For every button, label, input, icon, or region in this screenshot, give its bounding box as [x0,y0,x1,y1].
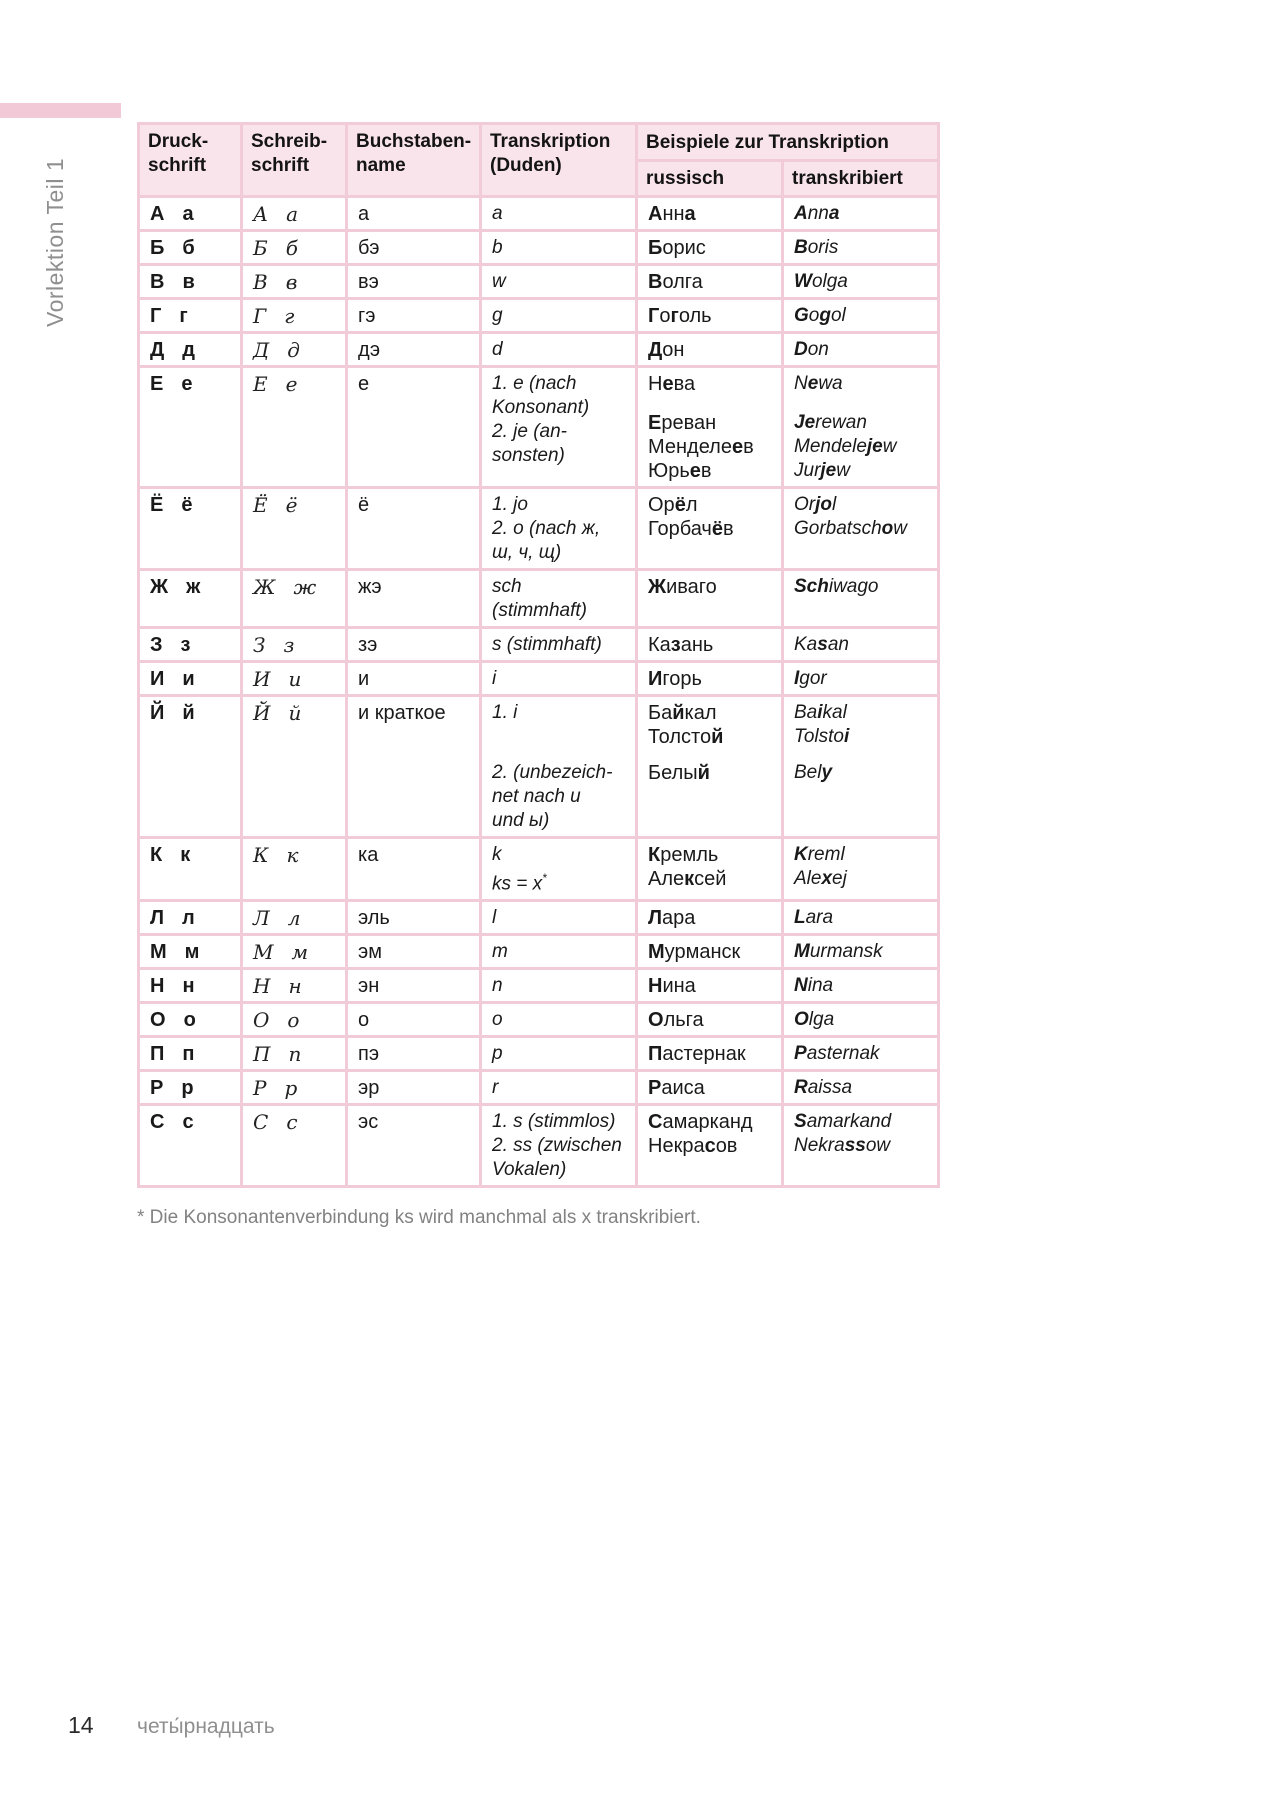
script-letters-cell: К к [243,839,345,899]
row-О [140,1004,937,1035]
transcription-cell: r [482,1072,635,1103]
script-letters-cell: И и [243,663,345,694]
print-letters-cell: А а [140,198,240,229]
col-header-2: Buchstaben- name [348,125,479,195]
print-letters-cell: Б б [140,232,240,263]
row-В [140,266,937,297]
col-header-examples: Beispiele zur Transkription [638,125,937,159]
page-number-word: четы́рнадцать [137,1715,275,1738]
example-russian-cell: Казань [638,629,781,660]
example-transcribed-cell: Newa Jerewan Mendelejew Jurjew [784,368,937,486]
example-transcribed-cell: Olga [784,1004,937,1035]
script-letters-cell: Д д [243,334,345,365]
print-letters-cell: С с [140,1106,240,1185]
script-letters-cell: Ё ё [243,489,345,568]
letter-name-cell: о [348,1004,479,1035]
letter-name-cell: вэ [348,266,479,297]
row-К [140,839,937,899]
transcription-cell: 1. jo 2. o (nach ж, ш, ч, щ) [482,489,635,568]
letter-name-cell: е [348,368,479,486]
example-russian-cell: Раиса [638,1072,781,1103]
letter-name-cell: бэ [348,232,479,263]
letter-name-cell: а [348,198,479,229]
script-letters-cell: Г г [243,300,345,331]
print-letters-cell: З з [140,629,240,660]
letter-name-cell: эль [348,902,479,933]
row-Ё [140,489,937,568]
example-transcribed-cell: Schiwago [784,571,937,626]
row-Й [140,697,937,836]
transcription-cell: d [482,334,635,365]
chapter-label: Vorlektion Teil 1 [42,157,68,327]
transcription-cell: o [482,1004,635,1035]
print-letters-cell: Ё ё [140,489,240,568]
page-number: 14 [68,1712,94,1738]
transcription-cell: m [482,936,635,967]
example-transcribed-cell: Murmansk [784,936,937,967]
letter-name-cell: эс [348,1106,479,1185]
script-letters-cell: О о [243,1004,345,1035]
row-Ж [140,571,937,626]
example-russian-cell: Пастернак [638,1038,781,1069]
transcription-cell: s (stimmhaft) [482,629,635,660]
row-А [140,198,937,229]
example-transcribed-cell: Igor [784,663,937,694]
script-letters-cell: З з [243,629,345,660]
main-content [137,122,940,1230]
script-letters-cell: М м [243,936,345,967]
print-letters-cell: Л л [140,902,240,933]
example-russian-cell: Волга [638,266,781,297]
example-russian-cell: Нева Ереван Менделеев Юрьев [638,368,781,486]
example-russian-cell: Нина [638,970,781,1001]
col-header-3: Transkription (Duden) [482,125,635,195]
script-letters-cell: С с [243,1106,345,1185]
print-letters-cell: Е е [140,368,240,486]
example-transcribed-cell: Baikal Tolstoi Bely [784,697,937,836]
example-transcribed-cell: Pasternak [784,1038,937,1069]
example-transcribed-cell: Wolga [784,266,937,297]
letter-name-cell: эн [348,970,479,1001]
script-letters-cell: А а [243,198,345,229]
transcription-cell: 1. i 2. (unbezeich- net nach и und ы) [482,697,635,836]
transcription-cell: n [482,970,635,1001]
script-letters-cell: Л л [243,902,345,933]
row-Е [140,368,937,486]
row-С [140,1106,937,1185]
row-З [140,629,937,660]
letter-name-cell: пэ [348,1038,479,1069]
transcription-cell: p [482,1038,635,1069]
row-И [140,663,937,694]
letter-name-cell: ё [348,489,479,568]
example-russian-cell: Лара [638,902,781,933]
print-letters-cell: Г г [140,300,240,331]
example-transcribed-cell: Kreml Alexej [784,839,937,899]
letter-name-cell: зэ [348,629,479,660]
print-letters-cell: Р р [140,1072,240,1103]
letter-name-cell: эр [348,1072,479,1103]
script-letters-cell: Н н [243,970,345,1001]
letter-name-cell: жэ [348,571,479,626]
transcription-cell: w [482,266,635,297]
example-transcribed-cell: Orjol Gorbatschow [784,489,937,568]
col-header-1: Schreib- schrift [243,125,345,195]
alphabet-table [137,122,940,1188]
example-transcribed-cell: Boris [784,232,937,263]
letter-name-cell: гэ [348,300,479,331]
example-russian-cell: Борис [638,232,781,263]
print-letters-cell: Д д [140,334,240,365]
transcription-cell: 1. e (nach Konsonant) 2. je (an- sonsten) [482,368,635,486]
letter-name-cell: ка [348,839,479,899]
transcription-cell: i [482,663,635,694]
example-russian-cell: Игорь [638,663,781,694]
letter-name-cell: и краткое [348,697,479,836]
print-letters-cell: Й й [140,697,240,836]
letter-name-cell: и [348,663,479,694]
script-letters-cell: В в [243,266,345,297]
script-letters-cell: П п [243,1038,345,1069]
transcription-cell: l [482,902,635,933]
print-letters-cell: М м [140,936,240,967]
letter-name-cell: эм [348,936,479,967]
page-accent-bar [0,103,121,118]
example-russian-cell: Орёл Горбачёв [638,489,781,568]
row-Б [140,232,937,263]
example-transcribed-cell: Nina [784,970,937,1001]
transcription-cell: g [482,300,635,331]
example-transcribed-cell: Anna [784,198,937,229]
row-М [140,936,937,967]
example-russian-cell: Живаго [638,571,781,626]
script-letters-cell: Ж ж [243,571,345,626]
example-transcribed-cell: Gogol [784,300,937,331]
example-russian-cell: Дон [638,334,781,365]
example-russian-cell: Кремль Алексей [638,839,781,899]
footnote: * Die Konsonantenverbindung ks wird manchmal als x transkribiert. [137,1207,701,1229]
col-header-0: Druck- schrift [140,125,240,195]
transcription-cell: 1. s (stimmlos) 2. ss (zwischen Vokalen) [482,1106,635,1185]
transcription-cell: b [482,232,635,263]
print-letters-cell: И и [140,663,240,694]
script-letters-cell: Р р [243,1072,345,1103]
transcription-cell: k ks = x* [482,839,635,899]
transcription-cell: a [482,198,635,229]
example-transcribed-cell: Raissa [784,1072,937,1103]
print-letters-cell: О о [140,1004,240,1035]
example-russian-cell: Мурманск [638,936,781,967]
example-russian-cell: Ольга [638,1004,781,1035]
row-Р [140,1072,937,1103]
script-letters-cell: Й й [243,697,345,836]
print-letters-cell: В в [140,266,240,297]
row-Г [140,300,937,331]
col-subheader-0: russisch [638,162,781,195]
script-letters-cell: Б б [243,232,345,263]
print-letters-cell: Н н [140,970,240,1001]
row-Л [140,902,937,933]
print-letters-cell: К к [140,839,240,899]
example-transcribed-cell: Samarkand Nekrassow [784,1106,937,1185]
example-russian-cell: Гоголь [638,300,781,331]
example-transcribed-cell: Kasan [784,629,937,660]
row-Н [140,970,937,1001]
letter-name-cell: дэ [348,334,479,365]
example-russian-cell: Самарканд Некрасов [638,1106,781,1185]
example-russian-cell: Байкал Толстой Белый [638,697,781,836]
print-letters-cell: П п [140,1038,240,1069]
col-subheader-1: transkribiert [784,162,937,195]
example-transcribed-cell: Lara [784,902,937,933]
row-П [140,1038,937,1069]
transcription-cell: sch (stimmhaft) [482,571,635,626]
example-transcribed-cell: Don [784,334,937,365]
script-letters-cell: Е е [243,368,345,486]
example-russian-cell: Анна [638,198,781,229]
print-letters-cell: Ж ж [140,571,240,626]
row-Д [140,334,937,365]
